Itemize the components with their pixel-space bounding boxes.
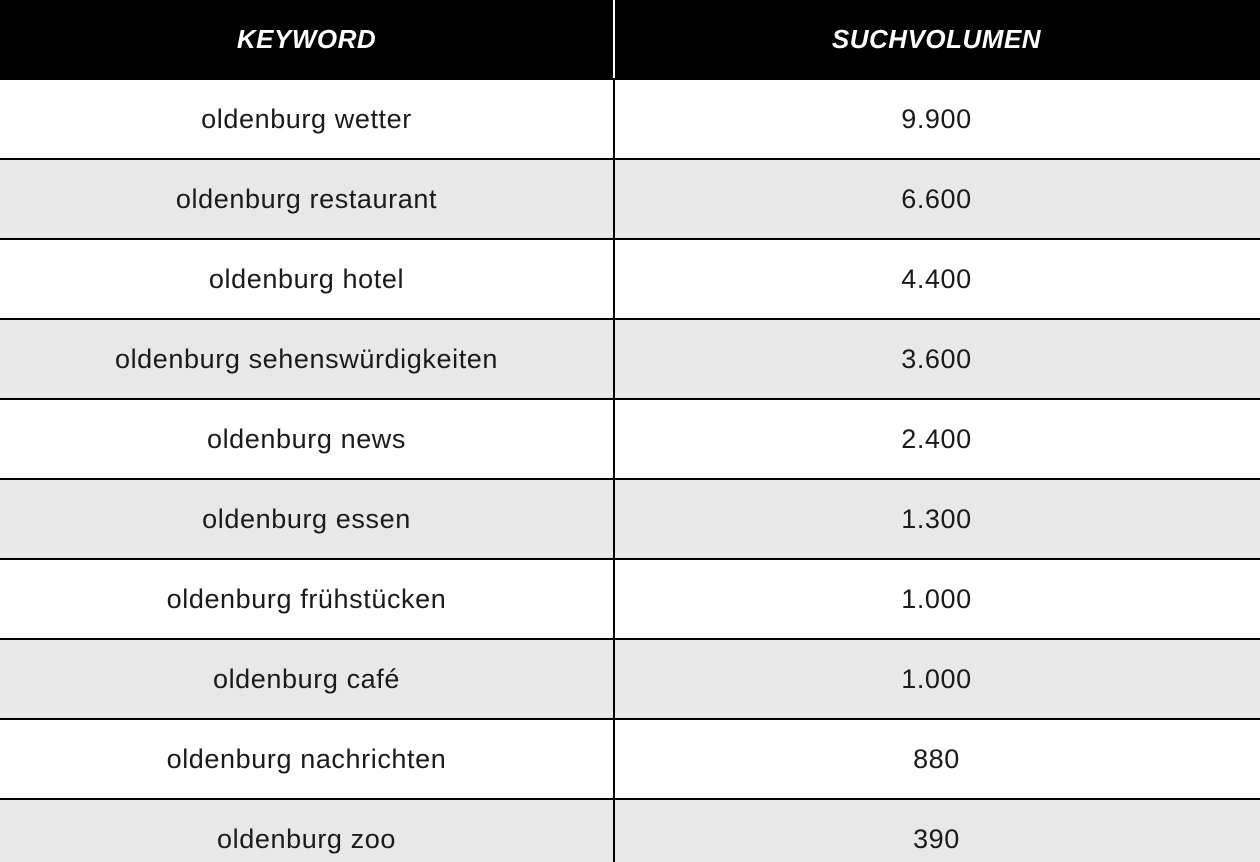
volume-cell: 1.000: [901, 663, 972, 694]
table-header: [0, 0, 1260, 80]
table-row: [0, 160, 1260, 240]
keyword-cell: oldenburg hotel: [0, 240, 615, 318]
column-header-suchvolumen: SUCHVOLUMEN: [831, 23, 1042, 54]
keyword-cell: oldenburg wetter: [0, 80, 615, 158]
column-header-keyword: KEYWORD: [0, 0, 615, 78]
keyword-cell: oldenburg sehenswürdigkeiten: [0, 320, 615, 398]
table-row: [0, 240, 1260, 320]
volume-cell: 1.000: [901, 583, 972, 614]
keyword-cell: oldenburg frühstücken: [0, 560, 615, 638]
keyword-cell: oldenburg news: [0, 400, 615, 478]
table-row: [0, 80, 1260, 160]
table-row: [0, 480, 1260, 560]
volume-cell: 9.900: [901, 103, 972, 134]
keyword-cell: oldenburg zoo: [0, 800, 615, 862]
volume-cell: 390: [913, 823, 960, 854]
table-body: [0, 80, 1260, 862]
keyword-cell: oldenburg café: [0, 640, 615, 718]
table-row: [0, 320, 1260, 400]
table-row: [0, 560, 1260, 640]
volume-cell: 880: [913, 743, 960, 774]
table-row: [0, 640, 1260, 720]
table-row: [0, 800, 1260, 862]
keyword-cell: oldenburg essen: [0, 480, 615, 558]
volume-cell: 1.300: [901, 503, 972, 534]
volume-cell: 4.400: [901, 263, 972, 294]
table-row: [0, 400, 1260, 480]
keyword-cell: oldenburg nachrichten: [0, 720, 615, 798]
volume-cell: 3.600: [901, 343, 972, 374]
volume-cell: 2.400: [901, 423, 972, 454]
table-row: [0, 720, 1260, 800]
volume-cell: 6.600: [901, 183, 972, 214]
keyword-cell: oldenburg restaurant: [0, 160, 615, 238]
